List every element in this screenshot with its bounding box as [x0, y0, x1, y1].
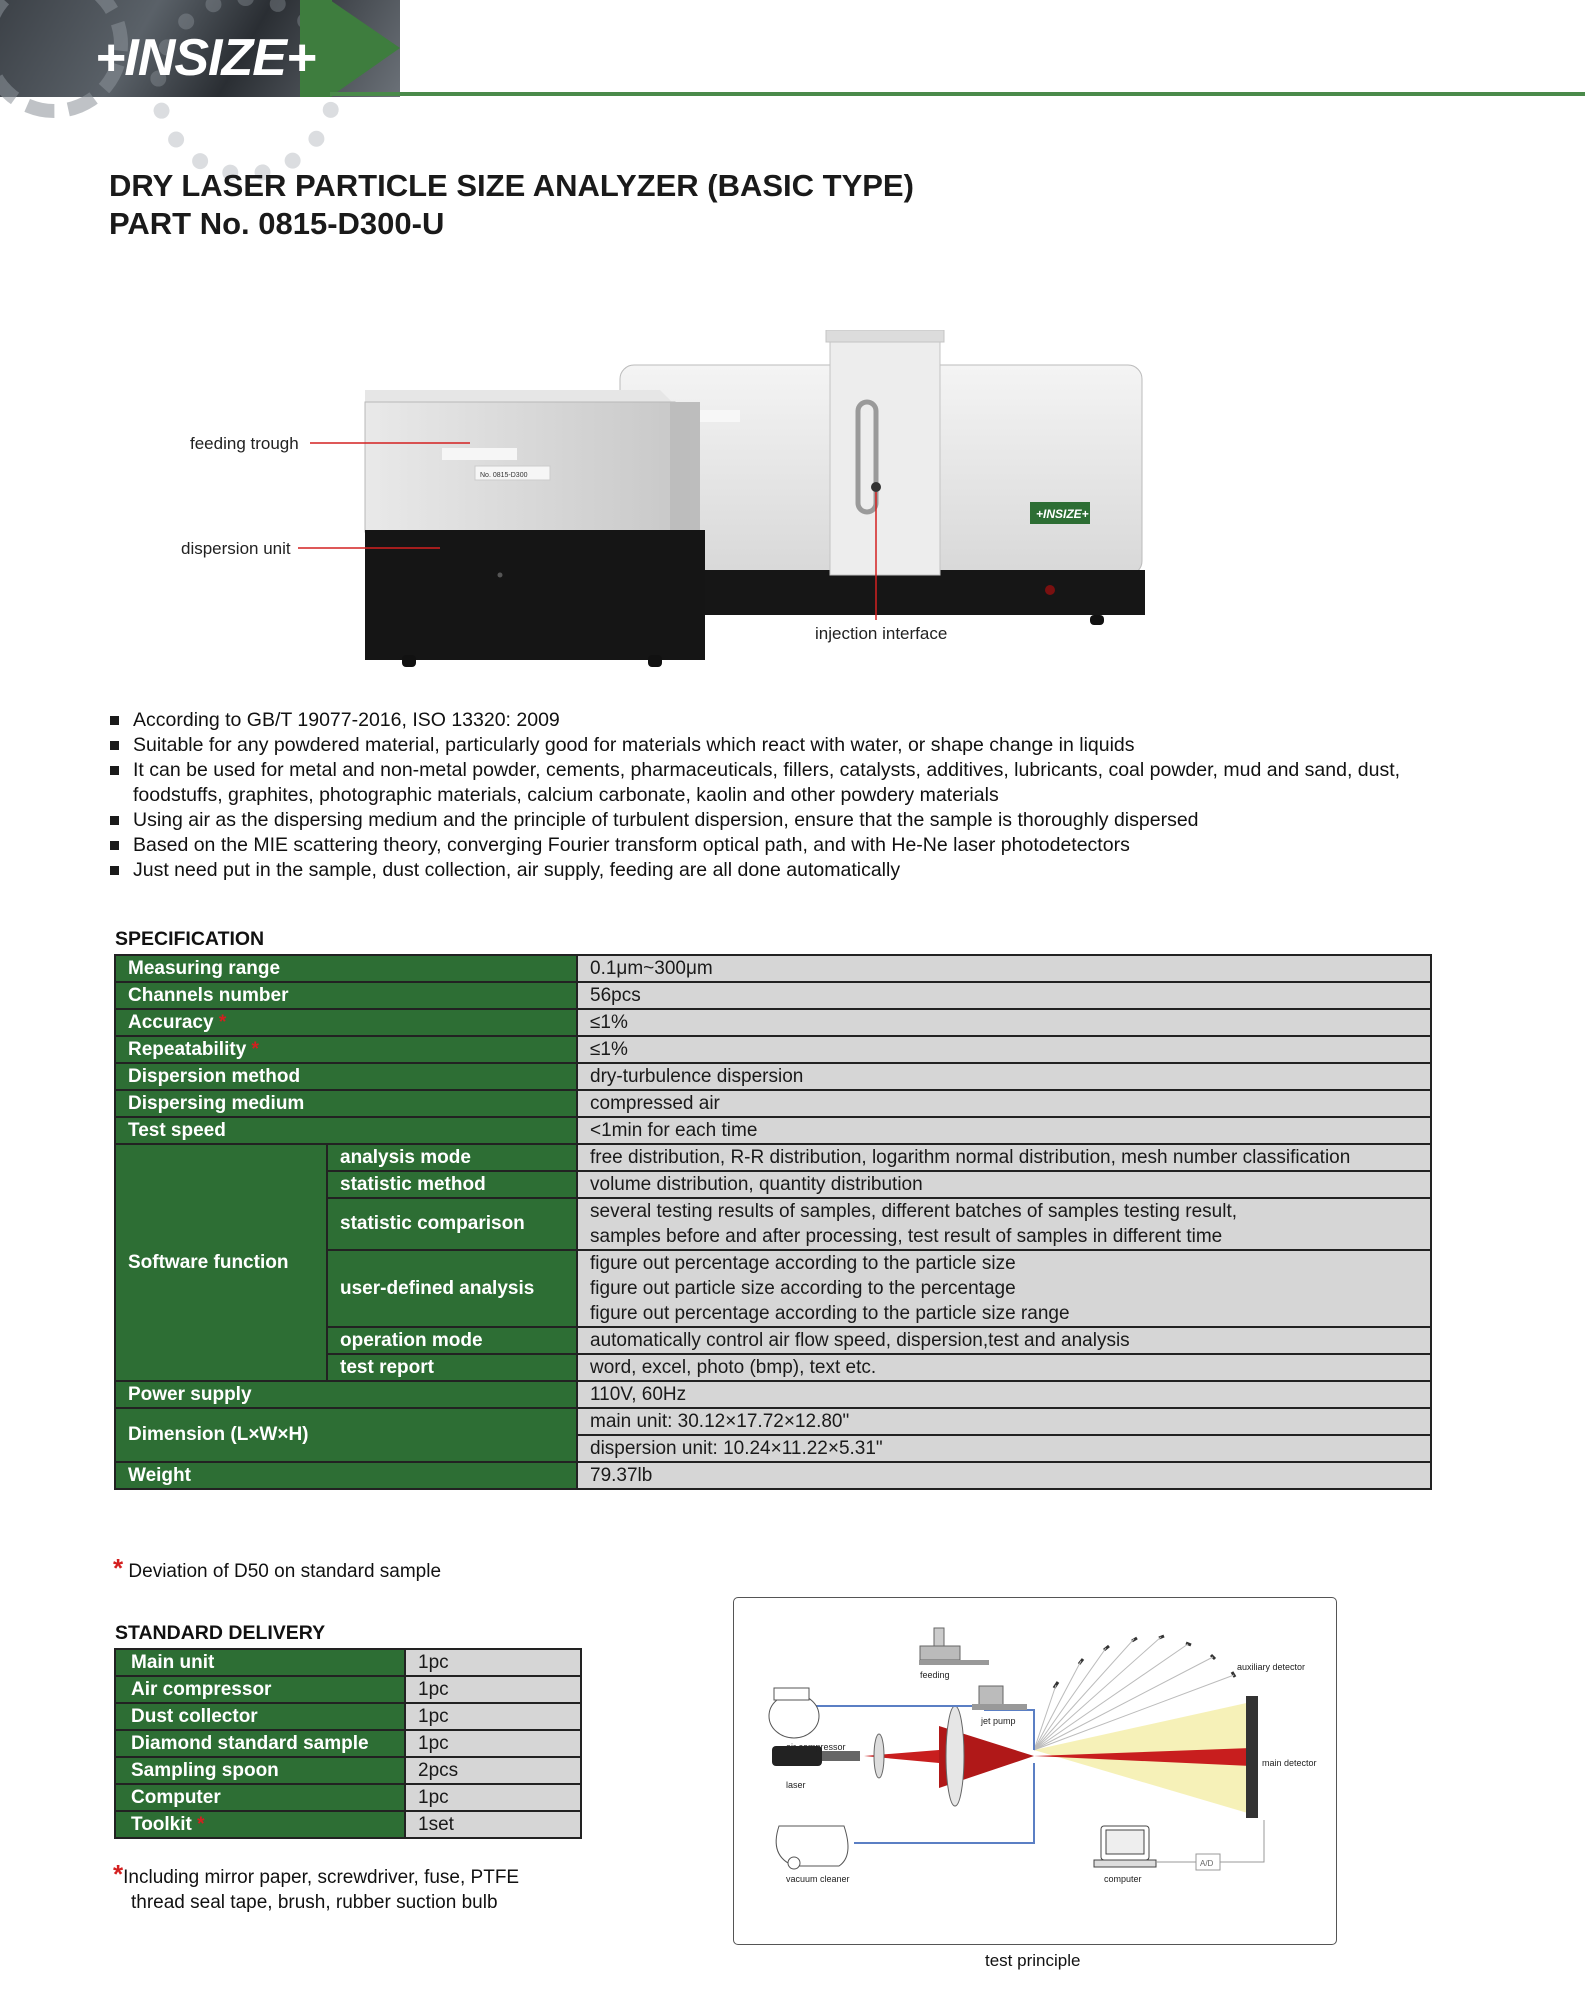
delivery-item: Dust collector	[115, 1703, 405, 1730]
label-computer: computer	[1104, 1874, 1142, 1884]
spec-footnote-text: Deviation of D50 on standard sample	[128, 1561, 442, 1582]
spec-label: Power supply	[115, 1381, 577, 1408]
feature-item: Using air as the dispersing medium and the principle of turbulent dispersion, ensure that the sample is thoroughly dispersed	[110, 808, 1450, 833]
plate-label: No. 0815-D300	[480, 472, 528, 479]
delivery-qty: 1pc	[405, 1730, 581, 1757]
delivery-item: Toolkit	[131, 1813, 192, 1835]
spec-value: figure out percentage according to the particle size range	[577, 1301, 1431, 1327]
table-row	[115, 1036, 1431, 1063]
spec-value: ≤1%	[577, 1009, 1431, 1036]
principle-svg	[734, 1598, 1336, 1944]
header-arrow-tip	[330, 0, 400, 97]
feature-item: Suitable for any powdered material, particularly good for materials which react with water, or shape change in liquids	[110, 733, 1450, 758]
part-number: PART No. 0815-D300-U	[109, 206, 445, 241]
spec-label: Software function	[115, 1144, 327, 1381]
feature-item: Just need put in the sample, dust collection, air supply, feeding are all done automatically	[110, 858, 1450, 883]
spec-value: 79.37lb	[577, 1462, 1431, 1489]
table-row	[115, 1784, 581, 1811]
unit-badge: +INSIZE+	[1036, 507, 1089, 521]
test-principle-diagram	[733, 1597, 1337, 1945]
delivery-qty: 1pc	[405, 1676, 581, 1703]
spec-sublabel: operation mode	[327, 1327, 577, 1354]
table-row	[115, 1703, 581, 1730]
spec-label: Channels number	[115, 982, 577, 1009]
spec-value: automatically control air flow speed, dispersion,test and analysis	[577, 1327, 1431, 1354]
label-feeding: feeding	[920, 1670, 950, 1680]
delivery-item: Air compressor	[115, 1676, 405, 1703]
callout-feeding-trough: feeding trough	[190, 434, 299, 453]
spec-value: word, excel, photo (bmp), text etc.	[577, 1354, 1431, 1381]
spec-value: compressed air	[577, 1090, 1431, 1117]
label-jet-pump: jet pump	[981, 1716, 1016, 1726]
principle-caption: test principle	[985, 1951, 1081, 1970]
feature-item: It can be used for metal and non-metal powder, cements, pharmaceuticals, fillers, catalysts, additives, lubricants, coal powder, mud and sand, dust, foodstuffs, graphites, photographic materials, calcium carbonate, kaolin and other powdery materials	[110, 758, 1450, 808]
spec-value: figure out percentage according to the particle size	[577, 1250, 1431, 1276]
delivery-qty: 2pcs	[405, 1757, 581, 1784]
spec-label: Dispersion method	[115, 1063, 577, 1090]
spec-value: ≤1%	[577, 1036, 1431, 1063]
table-row	[115, 1063, 1431, 1090]
delivery-footnote	[113, 1859, 520, 1915]
feature-list	[110, 708, 1450, 883]
label-air-compressor: air compressor	[786, 1742, 846, 1752]
page-title: DRY LASER PARTICLE SIZE ANALYZER (BASIC TYPE)	[109, 168, 914, 203]
table-row	[115, 1811, 581, 1838]
asterisk-mark: *	[113, 1553, 124, 1583]
table-row	[115, 1462, 1431, 1489]
delivery-item: Computer	[115, 1784, 405, 1811]
asterisk-mark: *	[218, 1011, 227, 1033]
specification-title: SPECIFICATION	[115, 928, 265, 950]
table-row	[115, 982, 1431, 1009]
spec-value: 56pcs	[577, 982, 1431, 1009]
spec-value: volume distribution, quantity distribution	[577, 1171, 1431, 1198]
asterisk-mark: *	[113, 1859, 124, 1889]
spec-value: main unit: 30.12×17.72×12.80"	[577, 1408, 1431, 1435]
spec-label: Dimension (L×W×H)	[115, 1408, 577, 1462]
table-row	[115, 1144, 1431, 1171]
spec-sublabel: user-defined analysis	[327, 1250, 577, 1327]
feature-item: Based on the MIE scattering theory, converging Fourier transform optical path, and with He-Ne laser photodetectors	[110, 833, 1450, 858]
spec-label: Measuring range	[115, 955, 577, 982]
spec-label: Dispersing medium	[115, 1090, 577, 1117]
spec-value: 0.1μm~300μm	[577, 955, 1431, 982]
delivery-footnote-line: thread seal tape, brush, rubber suction bulb	[131, 1892, 498, 1913]
header-rule	[330, 92, 1585, 96]
table-row	[115, 1009, 1431, 1036]
spec-sublabel: analysis mode	[327, 1144, 577, 1171]
product-photo	[170, 330, 1170, 690]
table-row	[115, 1408, 1431, 1435]
label-vacuum-cleaner: vacuum cleaner	[786, 1874, 850, 1884]
spec-value: free distribution, R-R distribution, logarithm normal distribution, mesh number classification	[577, 1144, 1431, 1171]
delivery-title: STANDARD DELIVERY	[115, 1622, 326, 1644]
spec-value: <1min for each time	[577, 1117, 1431, 1144]
spec-sublabel: statistic comparison	[327, 1198, 577, 1250]
delivery-item: Diamond standard sample	[115, 1730, 405, 1757]
spec-sublabel: statistic method	[327, 1171, 577, 1198]
label-auxiliary-detector: auxiliary detector	[1237, 1662, 1306, 1672]
callout-injection-interface: injection interface	[815, 624, 948, 643]
spec-value: several testing results of samples, different batches of samples testing result,	[577, 1198, 1431, 1224]
delivery-footnote-line: Including mirror paper, screwdriver, fuse, PTFE	[123, 1867, 520, 1888]
table-row	[115, 955, 1431, 982]
ad-label: A/D	[1200, 1859, 1214, 1868]
label-laser: laser	[786, 1780, 806, 1790]
delivery-item: Sampling spoon	[115, 1757, 405, 1784]
spec-label: Accuracy	[128, 1011, 214, 1033]
feature-item: According to GB/T 19077-2016, ISO 13320: 2009	[110, 708, 1450, 733]
delivery-qty: 1pc	[405, 1784, 581, 1811]
asterisk-mark: *	[197, 1813, 205, 1835]
spec-footnote	[113, 1553, 441, 1584]
callout-dispersion-unit: dispersion unit	[181, 539, 291, 558]
delivery-table	[114, 1648, 582, 1839]
table-row	[115, 1117, 1431, 1144]
spec-value: dispersion unit: 10.24×11.22×5.31"	[577, 1435, 1431, 1462]
delivery-qty: 1pc	[405, 1649, 581, 1676]
spec-value: 110V, 60Hz	[577, 1381, 1431, 1408]
spec-label: Weight	[115, 1462, 577, 1489]
spec-sublabel: test report	[327, 1354, 577, 1381]
spec-value: samples before and after processing, test result of samples in different time	[577, 1224, 1431, 1250]
spec-label: Test speed	[115, 1117, 577, 1144]
specification-table	[114, 954, 1432, 1490]
label-main-detector: main detector	[1262, 1758, 1317, 1768]
table-row	[115, 1676, 581, 1703]
delivery-qty: 1pc	[405, 1703, 581, 1730]
table-row	[115, 1649, 581, 1676]
spec-label: Repeatability	[128, 1038, 247, 1060]
spec-value: dry-turbulence dispersion	[577, 1063, 1431, 1090]
brand-logo[interactable]: +INSIZE+	[95, 29, 316, 87]
table-row	[115, 1090, 1431, 1117]
delivery-qty: 1set	[405, 1811, 581, 1838]
table-row	[115, 1381, 1431, 1408]
table-row	[115, 1757, 581, 1784]
asterisk-mark: *	[251, 1038, 259, 1060]
delivery-item: Main unit	[115, 1649, 405, 1676]
spec-value: figure out particle size according to the percentage	[577, 1276, 1431, 1301]
table-row	[115, 1730, 581, 1757]
